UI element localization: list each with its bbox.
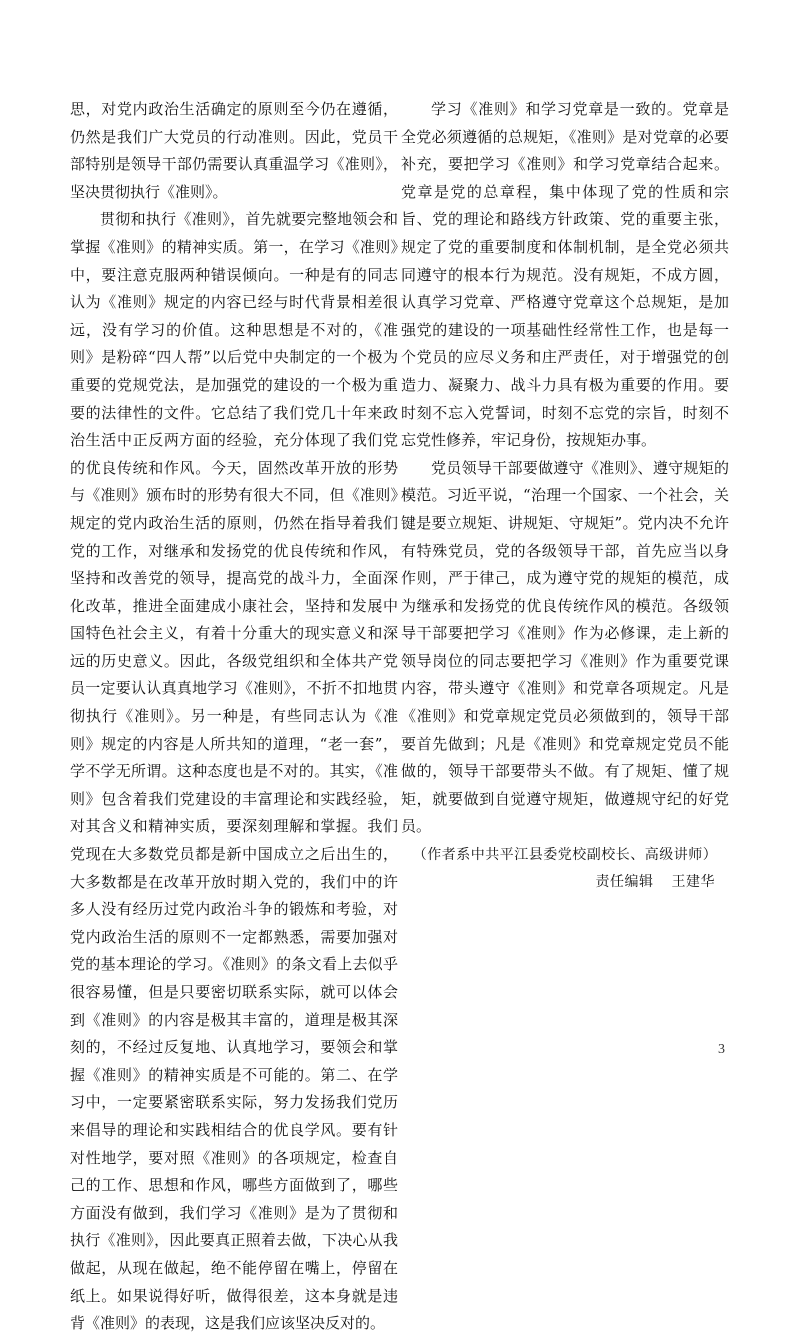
editor-name: 王建华	[671, 874, 715, 891]
left-column	[70, 96, 398, 1338]
editor-credit	[401, 870, 729, 895]
paragraph: 党员领导干部要做遵守《准则》、遵守规矩的模范。习近平说，“治理一个国家、一个社会，关键是要立规矩、讲规矩、守规矩”。党内决不允许有特殊党员，党的各级领导干部，首先应当以身作则，严于律己，成为遵守党的规矩的模范，成为继承和发扬党的优良传统作风的模范。各级领导干部要把学习《准则》作为必修课，走上新的领导岗位的同志要把学习《准则》作为重要党课内容，带头遵守《准则》和党章各项规定。凡是《准则》和党章规定党员必须做到的，领导干部要首先做到；凡是《准则》和党章规定党员不能做的，领导干部要带头不做。有了规矩、懂了规矩，就要做到自觉遵守规矩，做遵规守纪的好党员。	[401, 458, 729, 836]
page-number: 3	[718, 1042, 725, 1057]
editor-label: 责任编辑	[595, 874, 654, 891]
paragraph: 思，对党内政治生活确定的原则至今仍在遵循，仍然是我们广大党员的行动准则。因此，党员干部特别是领导干部仍需要认真重温学习《准则》，坚决贯彻执行《准则》。	[70, 100, 398, 201]
author-note: （作者系中共平江县委党校副校长、高级讲师）	[412, 847, 718, 864]
paragraph: 贯彻和执行《准则》，首先就要完整地领会和掌握《准则》的精神实质。第一，在学习《准则》中，要注意克服两种错误倾向。一种是有的同志认为《准则》规定的内容已经与时代背景相差很远，没有学习的价值。这种思想是不对的，《准则》是粉碎“四人帮”以后党中央制定的一个极为重要的党规党法，是加强党的建设的一个极为重要的法律性的文件。它总结了我们党几十年来政治生活中正反两方面的经验，充分体现了我们党的优良传统和作风。今天，固然改革开放的形势与《准则》颁布时的形势有很大不同，但《准则》规定的党内政治生活的原则，仍然在指导着我们党的工作，对继承和发扬党的优良传统和作风，坚持和改善党的领导，提高党的战斗力，全面深化改革，推进全面建成小康社会，坚持和发展中国特色社会主义，有着十分重大的现实意义和深远的历史意义。因此，各级党组织和全体共产党员一定要认认真真地学习《准则》，不折不扣地贯彻执行《准则》。另一种是，有些同志认为《准则》规定的内容是人所共知的道理，“老一套”，学不学无所谓。这种态度也是不对的。其实，《准则》包含着我们党建设的丰富理论和实践经验，对其含义和精神实质，要深刻理解和掌握。我们党现在大多数党员都是新中国成立之后出生的，大多数都是在改革开放时期入党的，我们中的许多人没有经历过党内政治斗争的锻炼和考验，对党内政治生活的原则不一定都熟悉，需要加强对党的基本理论的学习。《准则》的条文看上去似乎很容易懂，但是只要密切联系实际，就可以体会到《准则》的内容是极其丰富的，道理是极其深刻的，不经过反复地、认真地学习，要领会和掌握《准则》的精神实质是不可能的。第二、在学习中，一定要紧密联系实际，努力发扬我们党历来倡导的理论和实践相结合的优良学风。要有针对性地学，要对照《准则》的各项规定，检查自己的工作、思想和作风，哪些方面做到了，哪些方面没有做到，我们学习《准则》是为了贯彻和执行《准则》，因此要真正照着去做，下决心从我做起，从现在做起，绝不能停留在嘴上，停留在纸上。如果说得好听，做得很差，这本身就是违背《准则》的表现，这是我们应该坚决反对的。	[70, 210, 398, 1333]
right-column	[401, 96, 729, 895]
paragraph: 学习《准则》和学习党章是一致的。党章是全党必须遵循的总规矩，《准则》是对党章的必要补充，要把学习《准则》和学习党章结合起来。党章是党的总章程，集中体现了党的性质和宗旨、党的理论和路线方针政策、党的重要主张，规定了党的重要制度和体制机制，是全党必须共同遵守的根本行为规范。没有规矩，不成方圆，认真学习党章、严格遵守党章这个总规矩，是加强党的建设的一项基础性经常性工作，也是每一个党员的应尽义务和庄严责任，对于增强党的创造力、凝聚力、战斗力具有极为重要的作用。要时刻不忘入党誓词，时刻不忘党的宗旨，时刻不忘党性修养，牢记身份，按规矩办事。	[401, 100, 729, 450]
